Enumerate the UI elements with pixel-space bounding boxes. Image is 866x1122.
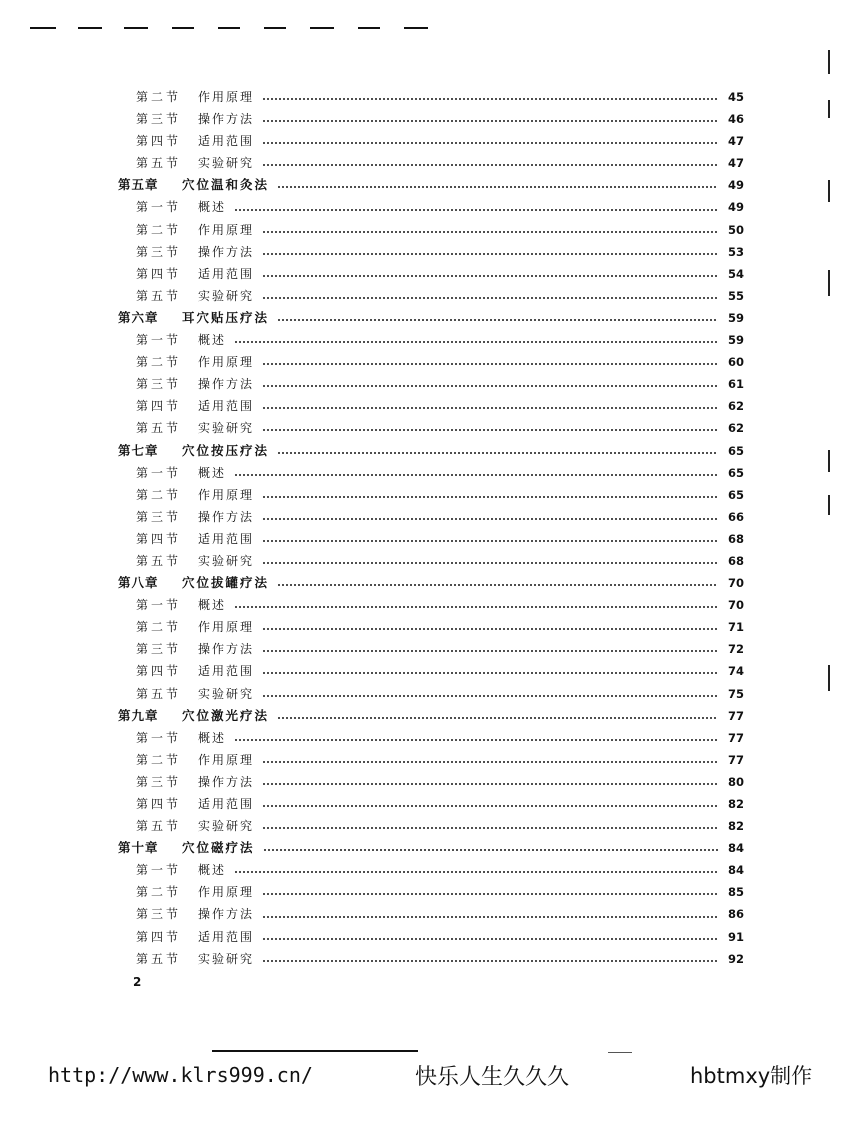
section-number: 第二节 bbox=[136, 885, 182, 900]
dot-leader bbox=[262, 164, 718, 166]
page-ref: 54 bbox=[727, 266, 744, 281]
chapter-number: 第十章 bbox=[118, 840, 159, 856]
section-number: 第五节 bbox=[136, 421, 182, 436]
chapter-number: 第七章 bbox=[118, 442, 159, 458]
page-ref: 72 bbox=[727, 642, 744, 657]
dot-leader bbox=[277, 186, 718, 188]
dot-leader bbox=[262, 120, 718, 122]
page-ref: 84 bbox=[727, 841, 744, 856]
toc-section-row[interactable] bbox=[118, 285, 744, 307]
toc-section-row[interactable] bbox=[118, 373, 744, 395]
page-ref: 85 bbox=[727, 885, 744, 900]
section-title: 概述 bbox=[198, 863, 227, 878]
section-title: 适用范围 bbox=[198, 134, 255, 149]
section-title: 实验研究 bbox=[198, 288, 255, 303]
dot-leader bbox=[262, 960, 718, 962]
dot-leader bbox=[262, 650, 718, 652]
page-ref: 68 bbox=[727, 531, 744, 546]
section-title: 实验研究 bbox=[198, 156, 255, 171]
toc-section-row[interactable] bbox=[118, 903, 744, 925]
section-number: 第四节 bbox=[136, 399, 182, 414]
section-title: 适用范围 bbox=[198, 797, 255, 811]
toc-section-row[interactable] bbox=[118, 329, 744, 351]
page-number: 2 bbox=[133, 975, 142, 989]
section-title: 实验研究 bbox=[198, 951, 255, 966]
footer bbox=[0, 1060, 866, 1094]
toc-section-row[interactable] bbox=[118, 881, 744, 903]
toc-section-row[interactable] bbox=[118, 462, 744, 484]
section-title: 适用范围 bbox=[198, 664, 255, 679]
dot-leader bbox=[234, 209, 718, 211]
dot-leader bbox=[262, 672, 718, 674]
section-title: 适用范围 bbox=[198, 399, 255, 414]
page-ref: 86 bbox=[727, 907, 744, 922]
dot-leader bbox=[234, 474, 718, 476]
toc-section-row[interactable] bbox=[118, 417, 744, 439]
page-ref: 77 bbox=[727, 708, 744, 723]
bottom-rule bbox=[212, 1050, 418, 1052]
section-title: 操作方法 bbox=[198, 377, 255, 392]
toc-section-row[interactable] bbox=[118, 130, 744, 152]
page-ref: 82 bbox=[727, 797, 744, 811]
dot-leader bbox=[262, 695, 718, 697]
page-ref: 62 bbox=[727, 421, 744, 436]
section-title: 实验研究 bbox=[198, 421, 255, 436]
toc-section-row[interactable] bbox=[118, 484, 744, 506]
section-title: 操作方法 bbox=[198, 112, 255, 127]
chapter-title: 耳穴贴压疗法 bbox=[182, 309, 270, 325]
page-ref: 47 bbox=[727, 134, 744, 149]
toc-section-row[interactable] bbox=[118, 660, 744, 682]
section-title: 作用原理 bbox=[198, 222, 255, 237]
page-ref: 65 bbox=[727, 487, 744, 502]
page-ref: 70 bbox=[727, 598, 744, 613]
chapter-title: 穴位拔罐疗法 bbox=[182, 575, 270, 591]
section-title: 作用原理 bbox=[198, 752, 255, 767]
section-title: 概述 bbox=[198, 465, 227, 480]
section-number: 第一节 bbox=[136, 465, 182, 480]
section-title: 操作方法 bbox=[198, 244, 255, 259]
dot-leader bbox=[262, 827, 718, 829]
page-ref: 74 bbox=[727, 664, 744, 679]
section-title: 概述 bbox=[198, 200, 227, 215]
toc-section-row[interactable] bbox=[118, 859, 744, 881]
page-ref: 70 bbox=[727, 576, 744, 591]
section-title: 操作方法 bbox=[198, 907, 255, 922]
section-number: 第三节 bbox=[136, 509, 182, 524]
toc-section-row[interactable] bbox=[118, 506, 744, 528]
section-number: 第五节 bbox=[136, 951, 182, 966]
dot-leader bbox=[262, 518, 718, 520]
section-title: 作用原理 bbox=[198, 487, 255, 502]
dot-leader bbox=[262, 429, 718, 431]
section-number: 第五节 bbox=[136, 156, 182, 171]
dot-leader bbox=[262, 783, 718, 785]
section-title: 概述 bbox=[198, 333, 227, 348]
page-ref: 47 bbox=[727, 156, 744, 171]
section-number: 第一节 bbox=[136, 730, 182, 745]
section-number: 第三节 bbox=[136, 112, 182, 127]
chapter-title: 穴位磁疗法 bbox=[182, 840, 255, 856]
page-ref: 49 bbox=[727, 200, 744, 215]
chapter-number: 第五章 bbox=[118, 177, 159, 193]
section-title: 作用原理 bbox=[198, 620, 255, 635]
section-number: 第三节 bbox=[136, 774, 182, 789]
chapter-number: 第八章 bbox=[118, 575, 159, 591]
dot-leader bbox=[262, 938, 718, 940]
page-ref: 84 bbox=[727, 863, 744, 878]
section-number: 第三节 bbox=[136, 907, 182, 922]
page-ref: 59 bbox=[727, 310, 744, 325]
page-ref: 92 bbox=[727, 951, 744, 966]
page-ref: 91 bbox=[727, 929, 744, 944]
toc-chapter-row[interactable] bbox=[118, 837, 744, 859]
section-number: 第三节 bbox=[136, 377, 182, 392]
toc-section-row[interactable] bbox=[118, 815, 744, 837]
dot-leader bbox=[262, 916, 718, 918]
section-number: 第五节 bbox=[136, 686, 182, 701]
toc-section-row[interactable] bbox=[118, 196, 744, 218]
toc-section-row[interactable] bbox=[118, 219, 744, 241]
page-ref: 77 bbox=[727, 730, 744, 745]
toc-section-row[interactable] bbox=[118, 550, 744, 572]
dot-leader bbox=[262, 540, 718, 542]
dot-leader bbox=[263, 849, 718, 851]
page-ref: 62 bbox=[727, 399, 744, 414]
page-ref: 68 bbox=[727, 553, 744, 568]
section-number: 第二节 bbox=[136, 752, 182, 767]
section-title: 作用原理 bbox=[198, 885, 255, 900]
dot-leader bbox=[262, 385, 718, 387]
page-ref: 59 bbox=[727, 333, 744, 348]
section-number: 第二节 bbox=[136, 90, 182, 104]
dot-leader bbox=[262, 562, 718, 564]
section-number: 第四节 bbox=[136, 266, 182, 281]
toc-section-row[interactable] bbox=[118, 727, 744, 749]
toc-section-row[interactable] bbox=[118, 683, 744, 705]
dot-leader bbox=[262, 761, 718, 763]
page-ref: 80 bbox=[727, 774, 744, 789]
toc-chapter-row[interactable] bbox=[118, 705, 744, 727]
page-ref: 60 bbox=[727, 355, 744, 370]
dot-leader bbox=[262, 253, 718, 255]
toc-section-row[interactable] bbox=[118, 793, 744, 815]
section-number: 第一节 bbox=[136, 598, 182, 613]
toc-section-row[interactable] bbox=[118, 594, 744, 616]
section-title: 适用范围 bbox=[198, 266, 255, 281]
section-title: 操作方法 bbox=[198, 774, 255, 789]
page-ref: 77 bbox=[727, 752, 744, 767]
page-ref: 65 bbox=[727, 465, 744, 480]
section-number: 第四节 bbox=[136, 664, 182, 679]
section-title: 实验研究 bbox=[198, 819, 255, 834]
section-title: 适用范围 bbox=[198, 929, 255, 944]
section-number: 第二节 bbox=[136, 222, 182, 237]
section-number: 第四节 bbox=[136, 929, 182, 944]
page-ref: 45 bbox=[727, 90, 744, 104]
chapter-title: 穴位激光疗法 bbox=[182, 707, 270, 723]
dot-leader bbox=[262, 496, 718, 498]
dot-leader bbox=[262, 893, 718, 895]
section-number: 第二节 bbox=[136, 620, 182, 635]
dot-leader bbox=[262, 297, 718, 299]
dot-leader bbox=[277, 319, 718, 321]
section-title: 适用范围 bbox=[198, 531, 255, 546]
section-title: 操作方法 bbox=[198, 509, 255, 524]
chapter-title: 穴位温和灸法 bbox=[182, 177, 270, 193]
toc-section-row[interactable] bbox=[118, 749, 744, 771]
dot-leader bbox=[262, 407, 718, 409]
section-number: 第四节 bbox=[136, 797, 182, 811]
page-ref: 49 bbox=[727, 178, 744, 193]
section-title: 操作方法 bbox=[198, 642, 255, 657]
section-number: 第一节 bbox=[136, 863, 182, 878]
dot-leader bbox=[262, 98, 718, 100]
dot-leader bbox=[277, 584, 718, 586]
toc-chapter-row[interactable] bbox=[118, 440, 744, 462]
toc-section-row[interactable] bbox=[118, 241, 744, 263]
dot-leader bbox=[234, 606, 718, 608]
section-title: 实验研究 bbox=[198, 686, 255, 701]
dot-leader bbox=[234, 871, 718, 873]
dot-leader bbox=[262, 805, 718, 807]
page-ref: 46 bbox=[727, 112, 744, 127]
section-title: 作用原理 bbox=[198, 90, 255, 104]
section-number: 第一节 bbox=[136, 333, 182, 348]
dot-leader bbox=[262, 628, 718, 630]
section-number: 第二节 bbox=[136, 355, 182, 370]
footer-credit: hbtmxy制作 bbox=[690, 1064, 813, 1088]
chapter-title: 穴位按压疗法 bbox=[182, 442, 270, 458]
toc-section-row[interactable] bbox=[118, 152, 744, 174]
toc-section-row[interactable] bbox=[118, 528, 744, 550]
toc-section-row[interactable] bbox=[118, 948, 744, 970]
toc-chapter-row[interactable] bbox=[118, 307, 744, 329]
bottom-rule-short bbox=[608, 1052, 632, 1053]
toc-chapter-row[interactable] bbox=[118, 572, 744, 594]
toc-section-row[interactable] bbox=[118, 638, 744, 660]
dot-leader bbox=[277, 452, 718, 454]
dot-leader bbox=[262, 231, 718, 233]
toc-section-row[interactable] bbox=[118, 395, 744, 417]
section-number: 第五节 bbox=[136, 288, 182, 303]
page-ref: 71 bbox=[727, 620, 744, 635]
toc-section-row[interactable] bbox=[118, 86, 744, 108]
footer-url[interactable]: http://www.klrs999.cn/ bbox=[48, 1063, 313, 1087]
page-ref: 65 bbox=[727, 443, 744, 458]
dot-leader bbox=[262, 142, 718, 144]
chapter-number: 第九章 bbox=[118, 707, 159, 723]
footer-slogan: 快乐人生久久久 bbox=[415, 1065, 570, 1090]
section-number: 第四节 bbox=[136, 134, 182, 149]
section-number: 第五节 bbox=[136, 819, 182, 834]
toc-section-row[interactable] bbox=[118, 263, 744, 285]
dot-leader bbox=[262, 275, 718, 277]
section-number: 第三节 bbox=[136, 642, 182, 657]
dot-leader bbox=[262, 363, 718, 365]
toc-section-row[interactable] bbox=[118, 351, 744, 373]
section-title: 概述 bbox=[198, 598, 227, 613]
page-ref: 75 bbox=[727, 686, 744, 701]
toc-section-row[interactable] bbox=[118, 616, 744, 638]
dot-leader bbox=[234, 739, 718, 741]
toc-section-row[interactable] bbox=[118, 108, 744, 130]
page-ref: 55 bbox=[727, 288, 744, 303]
toc-section-row[interactable] bbox=[118, 926, 744, 948]
section-number: 第一节 bbox=[136, 200, 182, 215]
section-number: 第五节 bbox=[136, 553, 182, 568]
section-number: 第二节 bbox=[136, 487, 182, 502]
table-of-contents bbox=[118, 86, 744, 970]
section-title: 概述 bbox=[198, 730, 227, 745]
toc-section-row[interactable] bbox=[118, 771, 744, 793]
section-title: 作用原理 bbox=[198, 355, 255, 370]
page-ref: 66 bbox=[727, 509, 744, 524]
dot-leader bbox=[234, 341, 718, 343]
page-ref: 61 bbox=[727, 377, 744, 392]
page-ref: 53 bbox=[727, 244, 744, 259]
toc-chapter-row[interactable] bbox=[118, 174, 744, 196]
page-ref: 50 bbox=[727, 222, 744, 237]
chapter-number: 第六章 bbox=[118, 309, 159, 325]
dot-leader bbox=[277, 717, 718, 719]
page-ref: 82 bbox=[727, 819, 744, 834]
section-number: 第四节 bbox=[136, 531, 182, 546]
section-title: 实验研究 bbox=[198, 553, 255, 568]
section-number: 第三节 bbox=[136, 244, 182, 259]
